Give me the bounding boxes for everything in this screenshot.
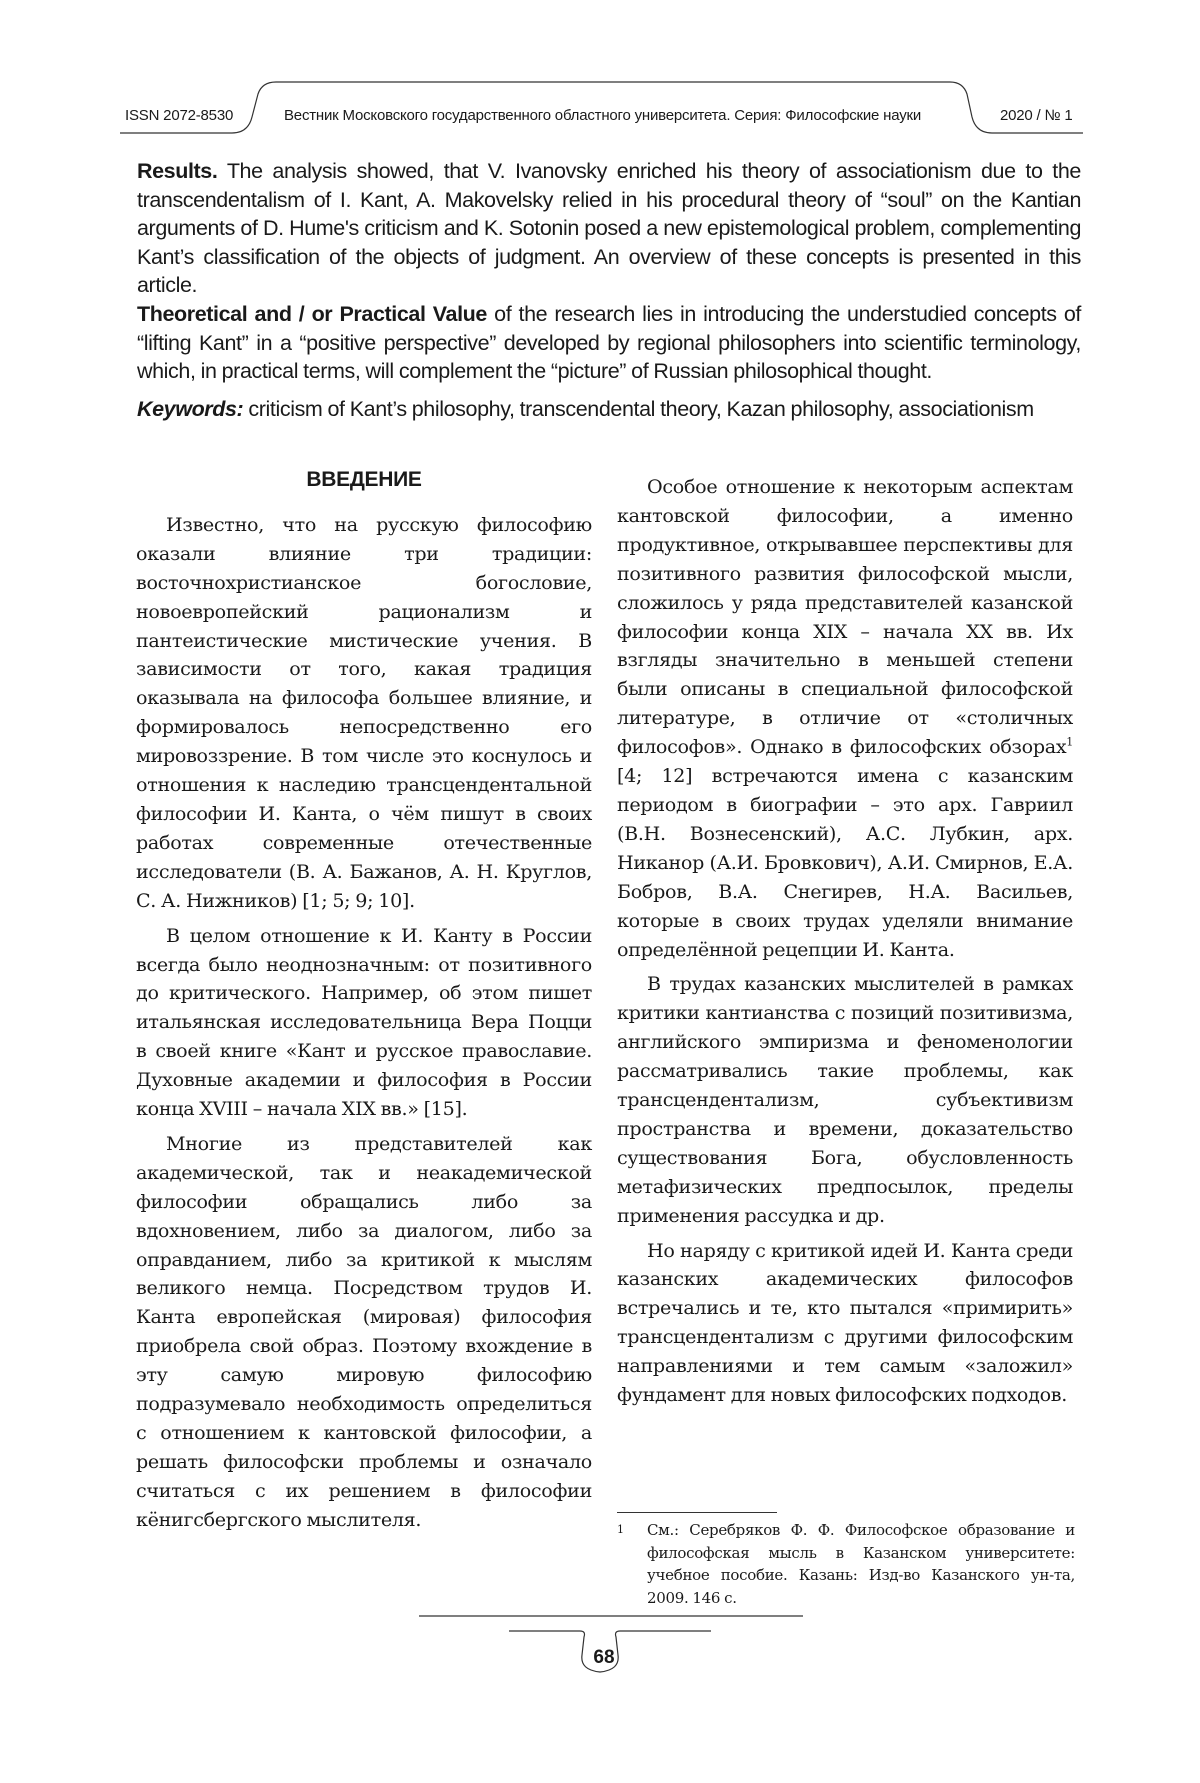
keywords-text: criticism of Kant’s philosophy, transcendental theory, Kazan philosophy, associationism — [243, 396, 1034, 421]
body-paragraph: В трудах казанских мыслителей в рамках критики кантианства с позиций позитивизма, английского эмпиризма и феноменологии рассматривались такие проблемы, как трансцендентализм, субъективизм пространства и времени, доказательство существования Бога, обусловленность метафизических предпосылок, пределы применения рассудка и др. — [617, 972, 1073, 1227]
body-paragraph: Но наряду с критикой идей И. Канта среди казанских академических философов встречались и те, кто пытался «примирить» трансцендентализм с другими философским направлениями и тем самым «заложил» фундамент для новых философских подходов. — [617, 1238, 1073, 1407]
paragraph-text: Особое отношение к некоторым аспектам кантовской философии, а именно продуктивное, открывавшее перспективы для позитивного развития философской мысли, сложилось у ряда представителей казанской философии конца XIX – начала XX вв. Их взгляды значительно в меньшей степени были описаны в специальной философской литературе, в отличие от «столичных философов». Однако в философских обзорах — [617, 475, 1073, 759]
results-label: Results. — [137, 159, 218, 183]
value-text: of the research lies in introducing the understudied concepts of “lifting Kant” in a “positive perspective” developed by regional philosophers into scientific terminology, which, in practical terms, will complement the “picture” of Russian philosophical thought. — [137, 301, 1081, 384]
body-paragraph: Многие из представителей как академической, так и неакадемической философии обращались либо за вдохновением, либо за диалогом, либо за оправданием, либо за критикой к мыслям великого немца. Посредством трудов И. Канта европейская (мировая) философия приобрела свой образ. Поэтому вхождение в эту самую мировую философию подразумевало необходимость определиться с отношением к кантовской философии, а решать философски проблемы и означало считаться с их решением в философии кёнигсбергского мыслителя. — [136, 1131, 592, 1531]
section-title: ВВЕДЕНИЕ — [306, 468, 422, 491]
body-paragraph: Известно, что на русскую философию оказали влияние три традиции: восточнохристианское богословие, новоевропейский рационализм и пантеистические мистические учения. В зависимости от того, какая традиция оказывала на философа большее влияние, и формировалось непосредственно его мировоззрение. В том числе это коснулось и отношения к наследию трансцендентальной философии И. Канта, о чём пишут в своих работах современные отечественные исследователи (В. А. Бажанов, А. Н. Круглов, С. А. Нижников) [1; 5; 9; 10]. — [136, 512, 592, 912]
issn: ISSN 2072-8530 — [125, 107, 234, 124]
value-label: Theoretical and / or Practical Value — [137, 301, 487, 326]
paragraph-text: [4; 12] встречаются имена с казанским периодом в биографии – это арх. Гавриил (В.Н. Вознесенский), А.С. Лубкин, арх. Никанор (А.И. Бровкович), А.И. Смирнов, Е.А. Бобров, В.А. Снегирев, Н.А. Васильев, которые в своих трудах уделяли внимание определённой рецепции И. Канта. — [617, 764, 1073, 961]
keywords-label: Keywords: — [137, 396, 244, 421]
body-paragraph: В целом отношение к И. Канту в России всегда было неоднозначным: от позитивного до критического. Например, об этом пишет итальянская исследовательница Вера Поцци в своей книге «Кант и русское православие. Духовные академии и философия в России конца XVIII – начала XIX вв.» [15]. — [136, 923, 592, 1121]
page-number: 68 — [593, 1647, 615, 1668]
footnote-ref[interactable]: 1 — [1066, 735, 1073, 749]
issue-number: 2020 / № 1 — [1000, 107, 1073, 124]
footnote-text: См.: Серебряков Ф. Ф. Философское образование и философская мысль в Казанском университете: учебное пособие. Казань: Изд-во Казанского ун-та, 2009. 146 с. — [647, 1521, 1075, 1607]
footnote-number: 1 — [617, 1523, 624, 1536]
journal-title: Вестник Московского государственного областного университета. Серия: Философские науки — [284, 107, 922, 124]
results-text: The analysis showed, that V. Ivanovsky enriched his theory of associationism due to the transcendentalism of I. Kant, A. Makovelsky relied in his procedural theory of “soul” on the Kantian arguments of D. Hume's criticism and K. Sotonin posed a new epistemological problem, complementing Kant’s classification of the objects of judgment. An overview of these concepts is presented in this article. — [137, 159, 1081, 298]
